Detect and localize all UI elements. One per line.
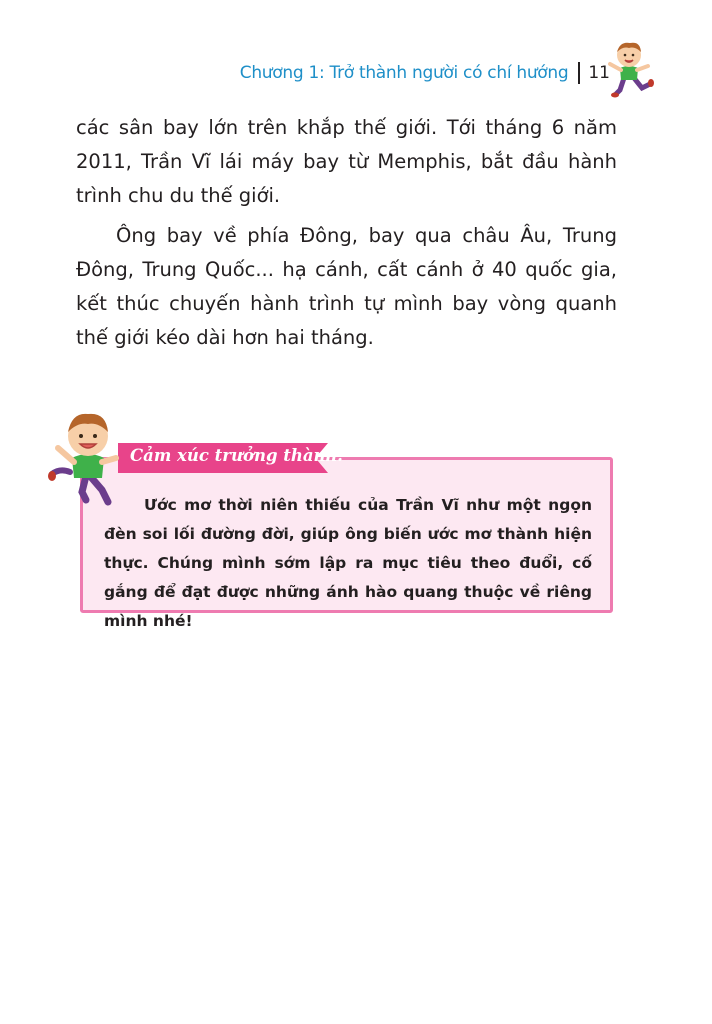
paragraph-1: các sân bay lớn trên khắp thế giới. Tới tháng 6 năm 2011, Trần Vĩ lái máy bay từ Memphis, bắt đầu hành trình chu du thế giới. <box>76 116 617 207</box>
callout-title: Cảm xúc trưởng thành: <box>130 446 344 465</box>
page-header <box>240 62 610 84</box>
callout-text: Ước mơ thời niên thiếu của Trần Vĩ như một ngọn đèn soi lối đường đời, giúp ông biến ước mơ thành hiện thực. Chúng mình sớm lập ra mục tiêu theo đuổi, cố gắng để đạt được những ánh hào quang thuộc về riêng mình nhé! <box>104 496 592 630</box>
paragraph-2: Ông bay về phía Đông, bay qua châu Âu, Trung Đông, Trung Quốc... hạ cánh, cất cánh ở 40 quốc gia, kết thúc chuyến hành trình tự mình bay vòng quanh thế giới kéo dài hơn hai tháng. <box>76 224 617 349</box>
cartoon-boy-icon <box>46 406 130 506</box>
chapter-title: Chương 1: Trở thành người có chí hướng <box>239 63 569 83</box>
page-number: 11 <box>588 63 610 83</box>
cartoon-boy-icon <box>604 40 656 100</box>
main-body-text <box>76 111 617 361</box>
header-divider <box>578 62 580 84</box>
